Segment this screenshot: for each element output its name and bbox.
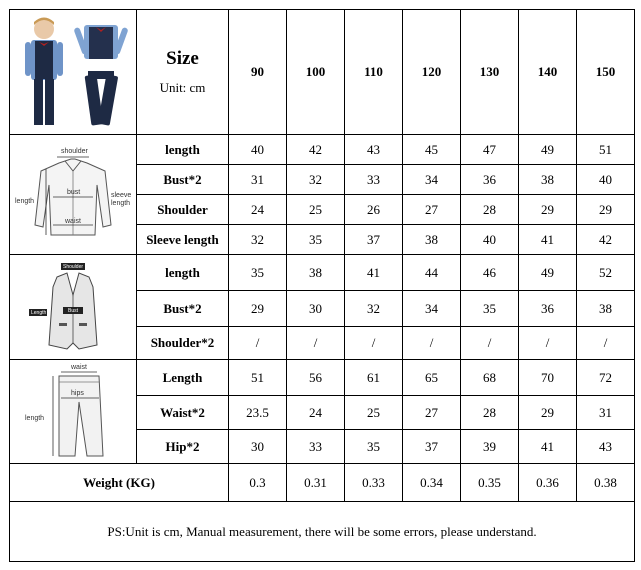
table-cell: 49	[519, 255, 577, 291]
table-cell: 65	[403, 360, 461, 396]
table-cell: 27	[403, 195, 461, 225]
size-130: 130	[461, 10, 519, 135]
table-cell: 32	[229, 225, 287, 255]
shirt-sleeve-length-label: length	[111, 199, 131, 207]
size-150: 150	[577, 10, 635, 135]
table-cell: 38	[403, 225, 461, 255]
vest-shoulder-label: Shoulder	[63, 264, 84, 270]
table-cell: 28	[461, 195, 519, 225]
table-cell: 51	[229, 360, 287, 396]
table-cell: 41	[345, 255, 403, 291]
table-cell: 34	[403, 291, 461, 327]
row-label: Sleeve length	[137, 225, 229, 255]
table-cell: /	[229, 327, 287, 360]
table-cell: 38	[577, 291, 635, 327]
table-cell: 35	[229, 255, 287, 291]
pants-waist-label: waist	[71, 363, 87, 371]
table-cell: 30	[287, 291, 345, 327]
row-label: Length	[137, 360, 229, 396]
table-cell: 47	[461, 135, 519, 165]
size-header-cell	[137, 10, 229, 135]
table-cell: 45	[403, 135, 461, 165]
table-cell: 28	[461, 396, 519, 430]
table-cell: 27	[403, 396, 461, 430]
size-110: 110	[345, 10, 403, 135]
table-cell: 51	[577, 135, 635, 165]
table-cell: 41	[519, 225, 577, 255]
table-cell: 35	[461, 291, 519, 327]
table-cell: 29	[519, 195, 577, 225]
table-cell: /	[403, 327, 461, 360]
pants-hips-label: hips	[71, 389, 84, 397]
row-label: Bust*2	[137, 165, 229, 195]
pants-diagram-icon	[23, 362, 123, 462]
table-cell: 37	[403, 430, 461, 464]
table-cell: 33	[287, 430, 345, 464]
table-cell: /	[287, 327, 345, 360]
size-unit: Unit: cm	[159, 80, 206, 95]
table-cell: 29	[229, 291, 287, 327]
row-label: Shoulder	[137, 195, 229, 225]
table-cell: 56	[287, 360, 345, 396]
weight-row	[10, 464, 635, 502]
shirt-shoulder-label: shoulder	[61, 147, 88, 155]
table-cell: /	[345, 327, 403, 360]
size-140: 140	[519, 10, 577, 135]
table-cell: 37	[345, 225, 403, 255]
table-cell: 52	[577, 255, 635, 291]
table-row	[10, 255, 635, 291]
table-cell: 43	[577, 430, 635, 464]
shirt-diagram-icon	[13, 141, 133, 249]
table-cell: 46	[461, 255, 519, 291]
table-cell: 25	[287, 195, 345, 225]
table-cell: 72	[577, 360, 635, 396]
table-cell: 31	[229, 165, 287, 195]
table-cell: 36	[461, 165, 519, 195]
table-cell: 40	[577, 165, 635, 195]
pants-length-label: length	[25, 414, 45, 422]
table-row	[10, 135, 635, 165]
table-cell: 0.35	[461, 464, 519, 502]
table-cell: 34	[403, 165, 461, 195]
table-cell: 0.33	[345, 464, 403, 502]
shirt-diagram	[10, 135, 137, 255]
table-cell: 24	[287, 396, 345, 430]
table-cell: 0.31	[287, 464, 345, 502]
table-cell: 41	[519, 430, 577, 464]
table-cell: 0.34	[403, 464, 461, 502]
table-cell: 70	[519, 360, 577, 396]
table-cell: 26	[345, 195, 403, 225]
shirt-length-label: length	[15, 197, 35, 205]
header-row	[10, 10, 635, 135]
size-100: 100	[287, 10, 345, 135]
table-cell: 42	[577, 225, 635, 255]
table-cell: 35	[287, 225, 345, 255]
table-cell: 25	[345, 396, 403, 430]
table-cell: 32	[345, 291, 403, 327]
table-cell: 0.3	[229, 464, 287, 502]
table-cell: /	[461, 327, 519, 360]
weight-label: Weight (KG)	[10, 464, 229, 502]
table-cell: 30	[229, 430, 287, 464]
table-row	[10, 360, 635, 396]
table-cell: 24	[229, 195, 287, 225]
row-label: length	[137, 135, 229, 165]
table-cell: 40	[229, 135, 287, 165]
boy-suit-photo-icon	[14, 13, 132, 131]
row-label: Waist*2	[137, 396, 229, 430]
table-cell: 42	[287, 135, 345, 165]
vest-diagram-icon	[23, 259, 123, 355]
row-label: Bust*2	[137, 291, 229, 327]
row-label: Hip*2	[137, 430, 229, 464]
table-cell: 35	[345, 430, 403, 464]
table-cell: 23.5	[229, 396, 287, 430]
row-label: Shoulder*2	[137, 327, 229, 360]
table-cell: 39	[461, 430, 519, 464]
measurement-note: PS:Unit is cm, Manual measurement, there will be some errors, please understand.	[10, 502, 635, 562]
table-cell: 36	[519, 291, 577, 327]
table-cell: 68	[461, 360, 519, 396]
table-cell: 40	[461, 225, 519, 255]
table-cell: 61	[345, 360, 403, 396]
table-cell: /	[577, 327, 635, 360]
vest-diagram	[10, 255, 137, 360]
table-cell: 49	[519, 135, 577, 165]
table-cell: /	[519, 327, 577, 360]
shirt-waist-label: waist	[65, 217, 81, 225]
shirt-sleeve-label: sleeve	[111, 191, 132, 199]
size-120: 120	[403, 10, 461, 135]
size-chart-table	[9, 9, 635, 562]
vest-bust-label: Bust	[68, 308, 79, 314]
table-cell: 43	[345, 135, 403, 165]
note-row	[10, 502, 635, 562]
size-title: Size	[166, 48, 199, 69]
product-photo	[10, 10, 137, 135]
table-cell: 33	[345, 165, 403, 195]
shirt-bust-label: bust	[67, 188, 81, 196]
vest-length-label: Length	[31, 310, 47, 316]
table-cell: 38	[287, 255, 345, 291]
table-cell: 0.38	[577, 464, 635, 502]
row-label: length	[137, 255, 229, 291]
table-cell: 38	[519, 165, 577, 195]
size-90: 90	[229, 10, 287, 135]
table-cell: 31	[577, 396, 635, 430]
table-cell: 44	[403, 255, 461, 291]
table-cell: 32	[287, 165, 345, 195]
table-cell: 29	[519, 396, 577, 430]
table-cell: 29	[577, 195, 635, 225]
table-cell: 0.36	[519, 464, 577, 502]
pants-diagram	[10, 360, 137, 464]
